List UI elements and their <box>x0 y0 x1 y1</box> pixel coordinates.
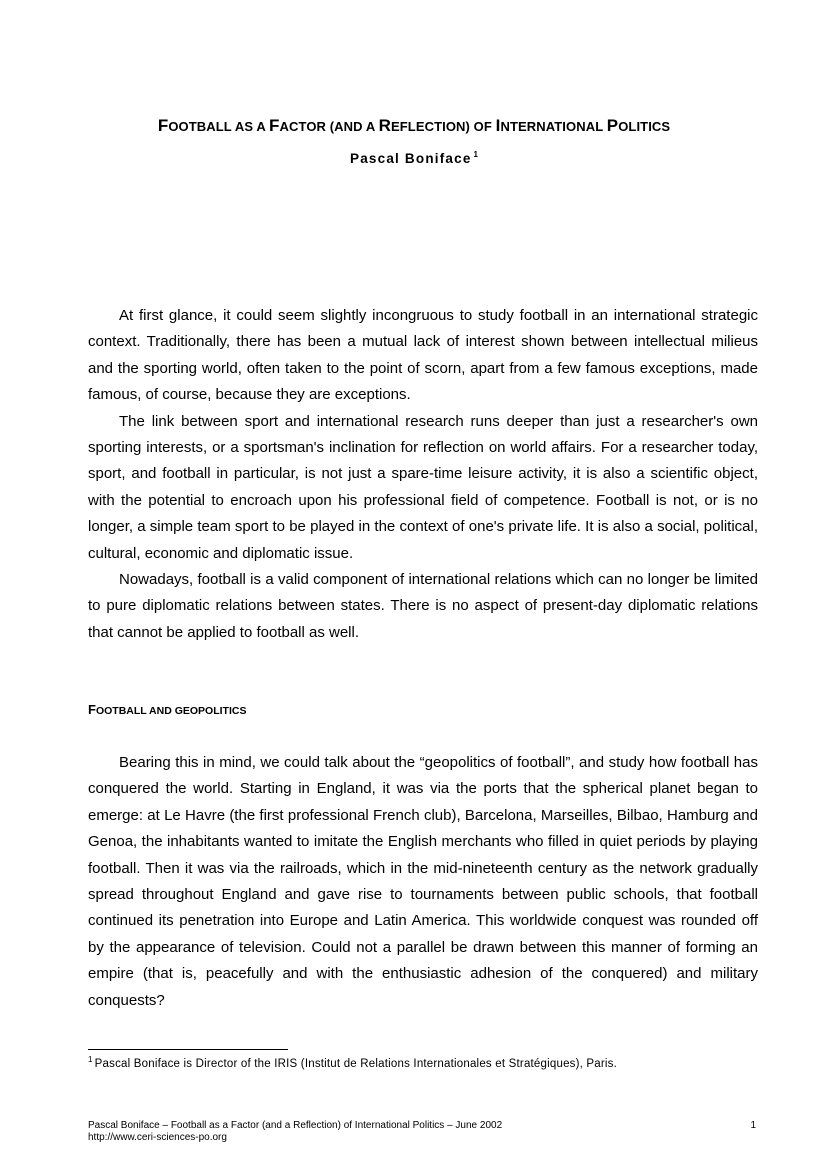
footnote-text: Pascal Boniface is Director of the IRIS (Institut de Relations Internationales et Stratégiques), Paris. <box>94 1058 618 1070</box>
intro-section <box>88 303 758 646</box>
title-part: ACTOR (AND A <box>279 119 379 134</box>
geopolitics-section <box>88 750 758 1014</box>
title-part: F <box>269 116 280 135</box>
author-name: Pascal Boniface <box>349 151 472 166</box>
title-part: OOTBALL AS A <box>168 119 270 134</box>
section-heading <box>88 702 246 717</box>
heading-part: F <box>88 702 96 717</box>
document-title <box>0 116 828 136</box>
title-part: F <box>157 116 169 135</box>
page-footer <box>88 1120 758 1144</box>
paragraph: Bearing this in mind, we could talk about the “geopolitics of football”, and study how football has conquered the world. Starting in England, it was via the ports that the spherical planet began to emerge: at Le Havre (the first professional French club), Barcelona, Marseilles, Bilbao, Hamburg and Genoa, the inhabitants wanted to imitate the English merchants who filled in quiet periods by playing football. Then it was via the railroads, which in the mid-nineteenth century as the network gradually spread throughout England and gave rise to tournaments between public schools, that football continued its penetration into Europe and Latin America. This worldwide conquest was rounded off by the appearance of television. Could not a parallel be drawn between this manner of forming an empire (that is, peacefully and with the enthusiastic adhesion of the conquered) and military conquests? <box>88 754 758 1009</box>
footnote-reference: 1 <box>473 150 478 159</box>
footnote-mark: 1 <box>88 1055 93 1064</box>
author-line <box>0 150 828 166</box>
title-part: R <box>378 116 391 135</box>
title-part: OLITICS <box>618 119 671 134</box>
footer-citation: Pascal Boniface – Football as a Factor (and a Reflection) of International Politics – June 2002 <box>88 1120 503 1131</box>
footnote <box>88 1055 617 1070</box>
footer-url: http://www.ceri-sciences-po.org <box>88 1132 227 1143</box>
heading-part: OOTBALL AND GEOPOLITICS <box>95 705 247 717</box>
title-part: NTERNATIONAL <box>500 119 607 134</box>
footnote-divider <box>88 1049 288 1050</box>
title-part: EFLECTION) OF <box>390 119 496 134</box>
title-part: I <box>495 116 501 135</box>
paragraph: The link between sport and international research runs deeper than just a researcher's own sporting interests, or a sportsman's inclination for reflection on world affairs. For a researcher today, sport, and football in particular, is not just a spare-time leisure activity, it is also a scientific object, with the potential to encroach upon his professional field of competence. Football is not, or is no longer, a simple team sport to be played in the context of one's private life. It is also a social, political, cultural, economic and diplomatic issue. <box>88 412 758 562</box>
title-part: P <box>606 116 619 135</box>
paragraph: Nowadays, football is a valid component of international relations which can no longer be limited to pure diplomatic relations between states. There is no aspect of present-day diplomatic relations that cannot be applied to football as well. <box>88 571 758 641</box>
page-number: 1 <box>750 1120 756 1131</box>
paragraph: At first glance, it could seem slightly incongruous to study football in an international strategic context. Traditionally, there has been a mutual lack of interest shown between intellectual milieus and the sporting world, often taken to the point of scorn, apart from a few famous exceptions, made famous, of course, because they are exceptions. <box>88 307 758 404</box>
